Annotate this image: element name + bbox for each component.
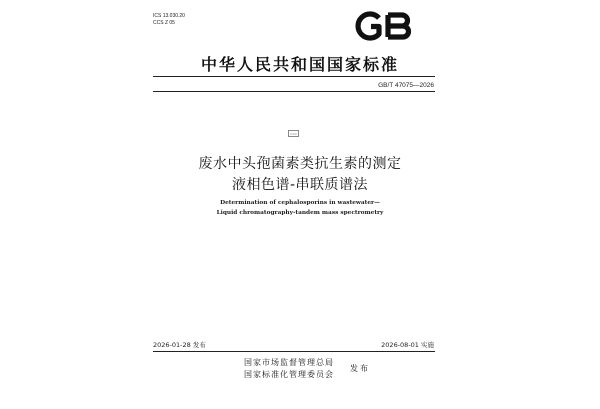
small-mark: === [290,131,298,136]
chinese-title-line2: 液相色谱-串联质谱法 [231,177,369,193]
chinese-title-line1: 废水中头孢菌素类抗生素的测定 [198,156,402,172]
ccs-number: CCS Z 05 [153,20,175,26]
release-date: 2026-01-28 发布 [153,341,206,349]
standard-title: 中华人民共和国国家标准 [200,55,399,74]
standard-number: GB/T 47075—2026 [378,82,434,89]
issuer-line2: 国家标准化管理委员会 [244,370,334,379]
english-title-line2: Liquid chromatography-tandem mass spectrometry [216,210,384,216]
issuer-line1: 国家市场监督管理总局 [244,358,334,367]
number-divider [153,91,435,92]
publish-label: 发布 [350,364,370,373]
gb-logo [353,10,415,42]
english-title-line1: Determination of cephalosporins in wastewater— [220,200,380,206]
ics-number: ICS 13.030.20 [153,13,185,19]
classification-codes [153,13,185,27]
top-divider [153,76,435,77]
implementation-date: 2026-08-01 实施 [381,341,434,349]
bottom-divider [153,351,435,352]
